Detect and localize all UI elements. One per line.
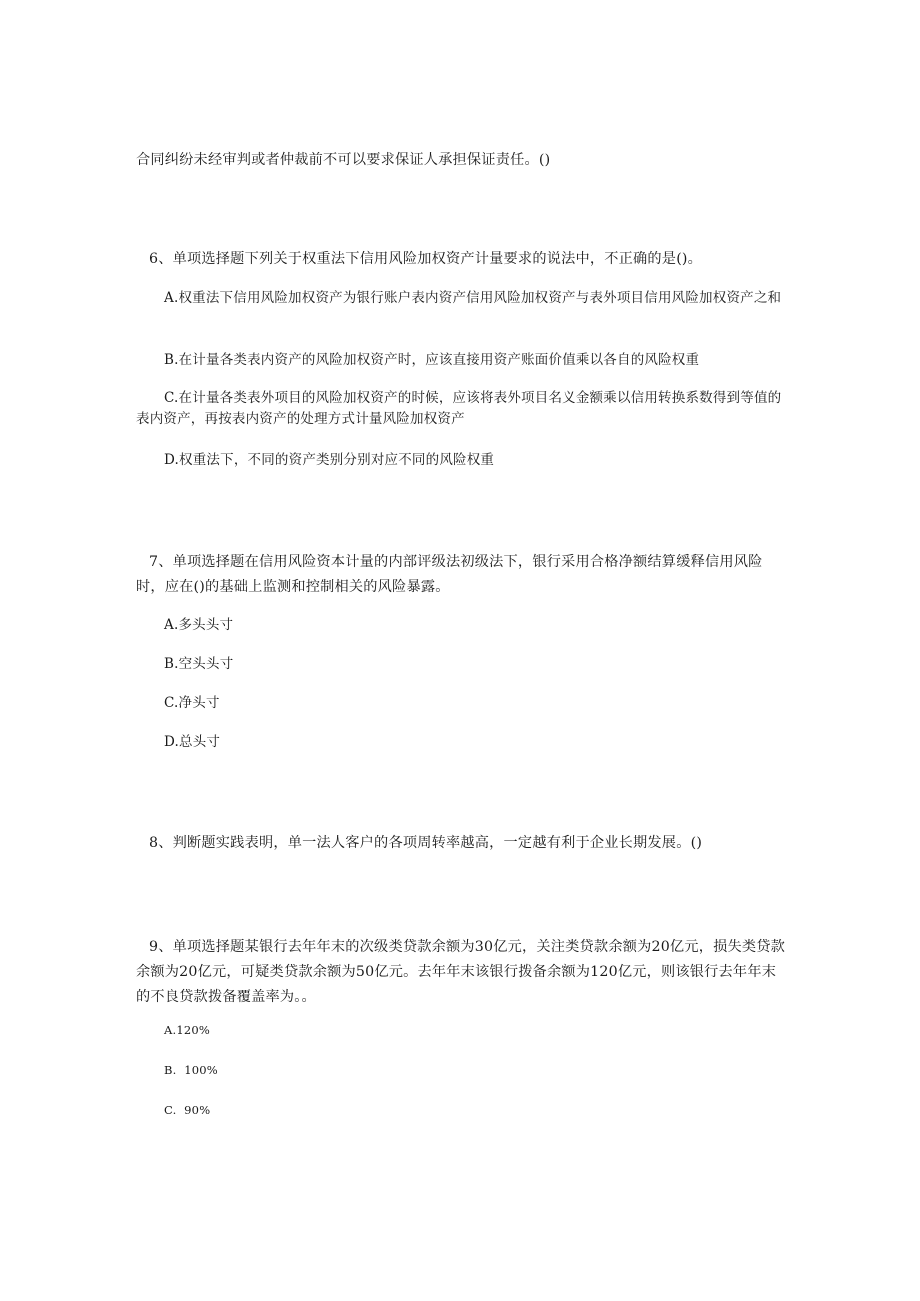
question-stem: 单项选择题某银行去年年末的次级类贷款余额为30亿元，关注类贷款余额为20亿元，损失类贷款余额为20亿元，可疑类贷款余额为50亿元。去年年末该银行拨备余额为120亿元，则该银行去年年末的不良贷款拨备覆盖率为。。 (136, 939, 786, 1005)
option-b: B. 100% (164, 1063, 218, 1077)
question-stem: 判断题实践表明，单一法人客户的各项周转率越高，一定越有利于企业长期发展。() (172, 835, 703, 851)
option-d: D.权重法下，不同的资产类别分别对应不同的风险权重 (164, 452, 495, 468)
question-8 (136, 831, 786, 856)
option-a: A.120% (164, 1023, 211, 1037)
question-number: 6、 (149, 251, 173, 267)
option-a: A.多头头寸 (164, 617, 234, 633)
question-9 (136, 935, 786, 1010)
question-7 (136, 550, 786, 600)
question-stem: 单项选择题下列关于权重法下信用风险加权资产计量要求的说法中，不正确的是()。 (172, 251, 703, 267)
option-c: C.在计量各类表外项目的风险加权资产的时候，应该将表外项目名义金额乘以信用转换系数得到等值的表内资产，再按表内资产的处理方式计量风险加权资产 (136, 390, 782, 427)
question-stem: 单项选择题在信用风险资本计量的内部评级法初级法下，银行采用合格净额结算缓释信用风险时，应在()的基础上监测和控制相关的风险暴露。 (136, 554, 763, 595)
option-b: B.在计量各类表内资产的风险加权资产时，应该直接用资产账面价值乘以各自的风险权重 (164, 352, 700, 368)
option-c: C.净头寸 (164, 695, 220, 711)
option-d: D.总头寸 (164, 734, 221, 750)
option-b: B.空头头寸 (164, 656, 234, 672)
question-6 (136, 247, 786, 272)
question-number: 7、 (149, 554, 173, 570)
question-number: 8、 (149, 835, 173, 851)
option-a: A.权重法下信用风险加权资产为银行账户表内资产信用风险加权资产与表外项目信用风险加权资产之和 (164, 290, 782, 306)
prev-question-tail: 合同纠纷未经审判或者仲裁前不可以要求保证人承担保证责任。() (136, 152, 551, 168)
question-number: 9、 (149, 939, 173, 955)
option-c: C. 90% (164, 1103, 211, 1117)
